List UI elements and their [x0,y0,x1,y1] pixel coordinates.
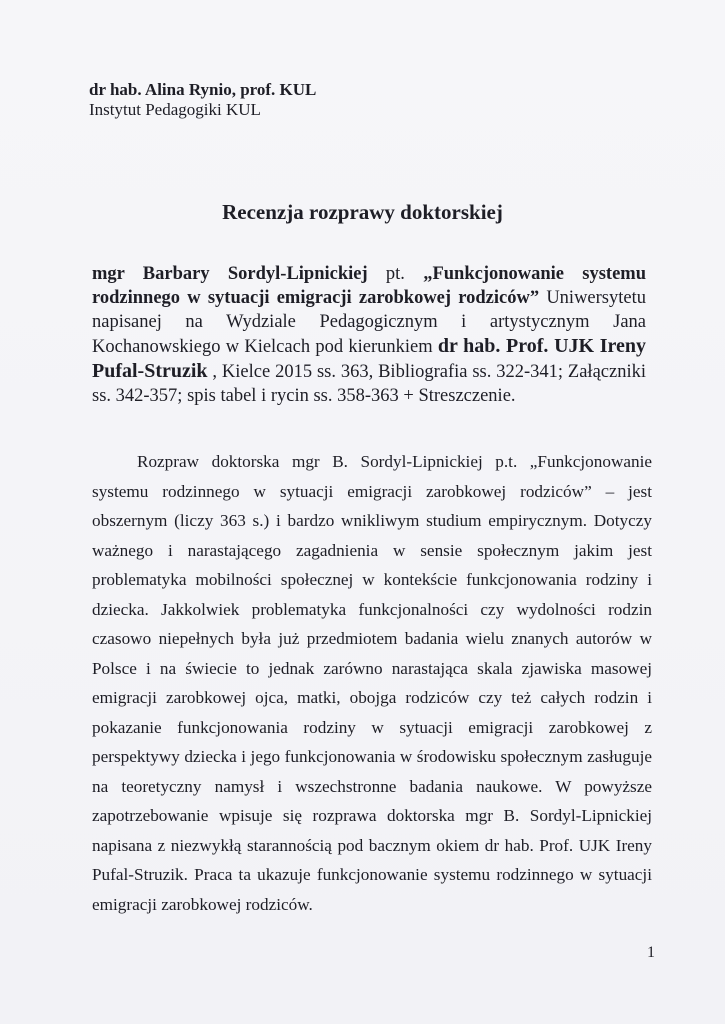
subject-author: mgr Barbary Sordyl-Lipnickiej [92,264,368,284]
subject-supervisor: dr hab. Prof. UJK Ireny Pufal-Struzik [92,335,647,382]
body-paragraph: Rozpraw doktorska mgr B. Sordyl-Lipnickiej p.t. „Funkcjonowanie systemu rodzinnego w sytuacji emigracji zarobkowej rodziców” – jest obszernym (liczy 363 s.) i bardzo wnikliwym studium empirycznym. Dotyczy ważnego i narastającego zagadnienia w sensie społecznym jakim jest problematyka mobilności społecznej w kontekście funkcjonowania rodziny i dziecka. Jakkolwiek problematyka funkcjonalności czy wydolności rodzin czasowo niepełnych była już przedmiotem badania wielu znanych autorów w Polsce i na świecie to jednak zarówno narastająca skala zjawiska masowej emigracji zarobkowej ojca, matki, obojga rodziców czy też całych rodzin i pokazanie funkcjonowania rodziny w sytuacji emigracji zarobkowej z perspektywy dziecka i jego funkcjonowania w środowisku społecznym zasługuje na teoretyczny namysł i wszechstronne badania naukowe. W powyższe zapotrzebowanie wpisuje się rozprawa doktorska mgr B. Sordyl-Lipnickiej napisana z niezwykłą starannością pod bacznym okiem dr hab. Prof. UJK Ireny Pufal-Struzik. Praca ta ukazuje funkcjonowanie systemu rodzinnego w sytuacji emigracji zarobkowej rodziców. [92,452,652,914]
author-block [89,80,316,120]
subject-details: , Kielce 2015 ss. 363, Bibliografia ss. 322-341; Załączniki ss. 342-357; spis tabel i rycin ss. 358-363 + Streszczenie. [92,362,646,406]
review-subject [92,262,646,408]
author-name: dr hab. Alina Rynio, prof. KUL [89,80,317,99]
author-institute: Instytut Pedagogiki KUL [89,100,261,119]
body-text [92,447,652,919]
subject-pt: pt. [367,264,424,284]
subject-work-title: „Funkcjonowanie systemu rodzinnego w sytuacji emigracji zarobkowej rodziców” [92,264,646,308]
page-number: 1 [647,944,655,961]
subject-university: Uniwersytetu napisanej na Wydziale Pedagogicznym i artystycznym Jana Kochanowskiego w Kielcach pod kierunkiem [92,288,646,357]
document-title: Recenzja rozprawy doktorskiej [222,200,503,224]
